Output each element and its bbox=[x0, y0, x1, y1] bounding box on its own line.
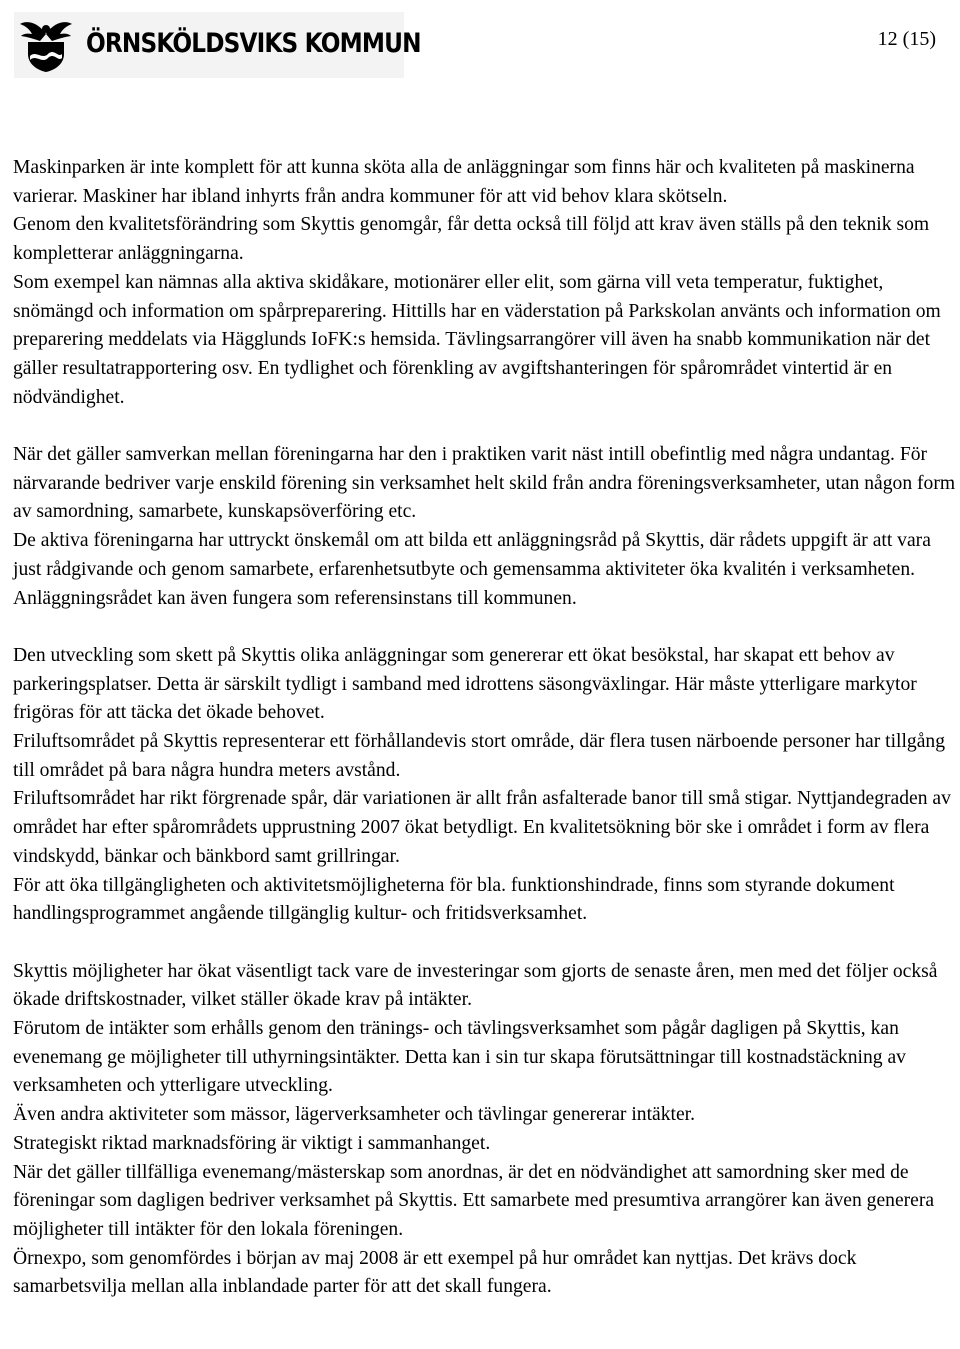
paragraph: Den utveckling som skett på Skyttis olika anläggningar som genererar ett ökat besökstal, har skapat ett behov av parkeringsplatser. Detta är särskilt tydligt i samband med idrottens säsongväxlingar. Här måste ytterligare markytor frigöras för att täcka det ökade behovet. bbox=[13, 644, 917, 724]
paragraph: Friluftsområdet på Skyttis representerar ett förhållandevis stort område, där flera tusen närboende personer har tillgång till området på bara några hundra meters avstånd. bbox=[13, 731, 946, 781]
paragraph: Örnexpo, som genomfördes i början av maj 2008 är ett exempel på hur området kan nyttjas. Det krävs dock samarbetsvilja mellan alla inblandade parter för att det skall fungera. bbox=[13, 1247, 857, 1298]
paragraph: Som exempel kan nämnas alla aktiva skidåkare, motionärer eller elit, som gärna vill veta temperatur, fuktighet, snömängd och information om spårpreparering. Hittills har en väderstation på Parkskolan använts och information om preparering meddelats via Hägglunds IoFK:s hemsida. Tävlingsarrangörer vill även ha snabb kommunikation när det gäller resultatrapportering osv. En tydlighet och förenkling av avgiftshanteringen för spårområdet vintertid är en nödvändighet. bbox=[13, 271, 941, 408]
paragraph: När det gäller tillfälliga evenemang/mästerskap som anordnas, är det en nödvändighet att samordning sker med de föreningar som dagligen bedriver verksamhet på Skyttis. Ett samarbete med presumtiva arrangörer kan även generera möjligheter till intäkter för den lokala föreningen. bbox=[13, 1161, 935, 1240]
organization-name: ÖRNSKÖLDSVIKS KOMMUN bbox=[86, 28, 421, 59]
paragraph: När det gäller samverkan mellan föreningarna har den i praktiken varit näst intill obefintlig med några undantag. För närvarande bedriver varje enskild förening sin verksamhet helt skild från andra föreningsverksamheter, utan någon form av samordning, samarbete, kunskapsöverföring etc. bbox=[13, 444, 956, 523]
document-body bbox=[13, 154, 957, 1302]
section-cooperation bbox=[13, 441, 957, 613]
coat-of-arms-eagle-icon bbox=[18, 14, 74, 74]
paragraph: Friluftsområdet har rikt förgrenade spår, där variationen är allt från asfalterade banor till små stigar. Nyttjandegraden av området har efter spårområdets upprustning 2007 ökat betydligt. En kvalitetsökning bör ske i området i form av flera vindskydd, bänkar och bänkbord samt grillringar. bbox=[13, 788, 951, 867]
page-header bbox=[0, 0, 960, 80]
paragraph: Även andra aktiviteter som mässor, lägerverksamheter och tävlingar genererar intäkter. bbox=[13, 1104, 695, 1126]
paragraph: Skyttis möjligheter har ökat väsentligt tack vare de investeringar som gjorts de senaste åren, men med det följer också ökade driftskostnader, vilket ställer ökade krav på intäkter. bbox=[13, 960, 938, 1011]
section-machinery bbox=[13, 154, 957, 412]
paragraph: Maskinparken är inte komplett för att kunna sköta alla de anläggningar som finns här och kvaliteten på maskinerna varierar. Maskiner har ibland inhyrts från andra kommuner för att vid behov klara skötseln. bbox=[13, 157, 915, 207]
paragraph: Förutom de intäkter som erhålls genom den tränings- och tävlingsverksamhet som pågår dagligen på Skyttis, kan evenemang ge möjligheter till uthyrningsintäkter. Detta kan i sin tur skapa förutsättningar till kostnadstäckning av verksamheten och ytterligare utveckling. bbox=[13, 1018, 906, 1097]
paragraph: De aktiva föreningarna har uttryckt önskemål om att bilda ett anläggningsråd på Skyttis, där rådets uppgift är att vara just rådgivande och genom samarbete, erfarenhetsutbyte och gemensamma aktiviteter öka kvalitén i verksamheten. Anläggningsrådet kan även fungera som referensinstans till kommunen. bbox=[13, 530, 931, 609]
section-revenue bbox=[13, 958, 957, 1302]
page-number: 12 (15) bbox=[877, 28, 936, 50]
paragraph: Strategiskt riktad marknadsföring är viktigt i sammanhanget. bbox=[13, 1132, 491, 1154]
paragraph: Genom den kvalitetsförändring som Skyttis genomgår, får detta också till följd att krav även ställs på den teknik som kompletterar anläggningarna. bbox=[13, 214, 930, 265]
municipality-logo bbox=[14, 12, 421, 78]
section-development bbox=[13, 642, 957, 929]
paragraph: För att öka tillgängligheten och aktivitetsmöjligheterna för bla. funktionshindrade, finns som styrande dokument handlingsprogrammet angående tillgänglig kultur- och fritidsverksamhet. bbox=[13, 874, 895, 925]
